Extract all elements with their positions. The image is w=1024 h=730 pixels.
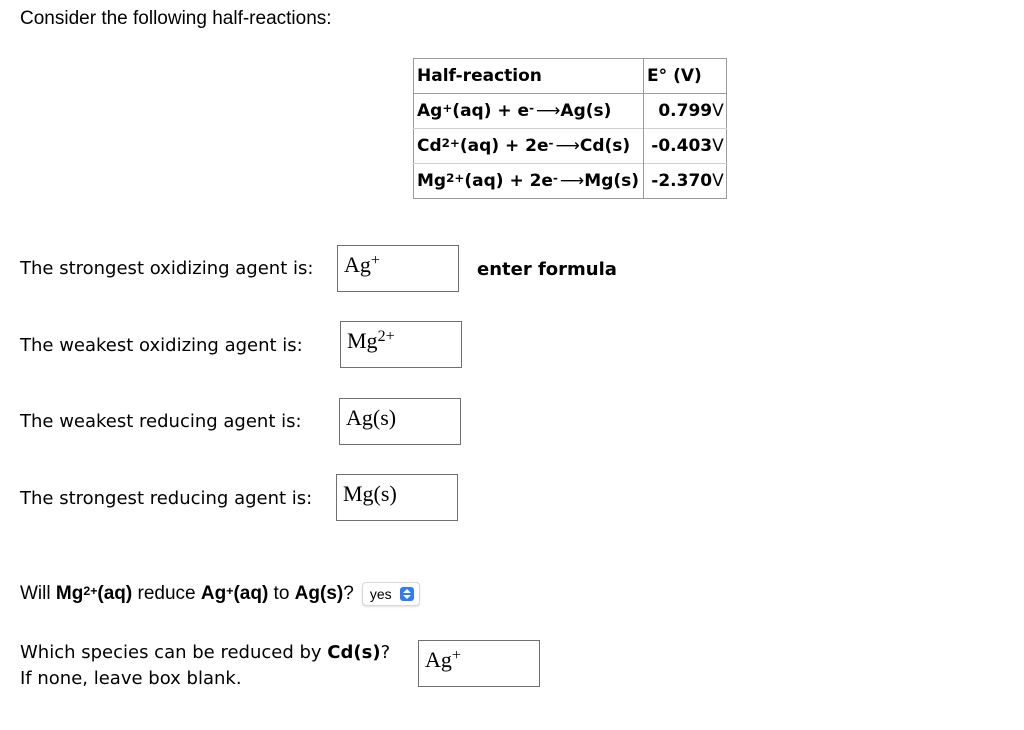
e0-unit: V (712, 136, 724, 156)
strongest-oxidizing-input[interactable] (337, 245, 459, 292)
answer-text: Ag (344, 252, 371, 277)
header-half-reaction: Half-reaction (414, 59, 644, 94)
arrow-icon: ⟶ (559, 171, 583, 191)
half-reaction-table (413, 58, 727, 199)
table-header-row (414, 59, 727, 94)
weakest-reducing-label: The weakest reducing agent is: (20, 411, 302, 432)
lhs-charge: 2+ (441, 135, 460, 150)
answer-text: Ag (425, 647, 452, 672)
species-ag-state: (aq) (233, 583, 269, 604)
electron-charge: - (552, 170, 558, 185)
lhs-rest: (aq) + e (452, 101, 530, 121)
strongest-oxidizing-label: The strongest oxidizing agent is: (20, 258, 314, 279)
reaction-cell (414, 164, 644, 199)
will-middle: reduce (132, 583, 201, 604)
species-ag (201, 583, 268, 605)
species-mg (56, 583, 132, 605)
strongest-reducing-label: The strongest reducing agent is: (20, 488, 313, 509)
lhs-charge: + (442, 100, 453, 115)
e0-value: -0.403 (651, 136, 713, 156)
answer-text: Ag(s) (346, 405, 397, 430)
lhs-species: Ag (417, 101, 443, 121)
lhs-rest: (aq) + 2e (459, 136, 549, 156)
which-prefix: Which species can be reduced by (20, 642, 328, 663)
strongest-reducing-input[interactable] (336, 474, 458, 521)
species-mg-symbol: Mg (55, 583, 84, 604)
reaction-cell (414, 129, 644, 164)
reaction-cell (414, 94, 644, 129)
weakest-oxidizing-input[interactable] (340, 321, 462, 368)
which-species-question (20, 640, 390, 692)
table-row (414, 129, 727, 164)
species-mg-state: (aq) (97, 583, 133, 604)
weakest-reducing-input[interactable] (339, 398, 461, 445)
will-to: to (268, 583, 295, 604)
lhs-species: Cd (417, 136, 442, 156)
answer-text: Mg (347, 328, 378, 353)
weakest-oxidizing-label: The weakest oxidizing agent is: (20, 335, 303, 356)
intro-text: Consider the following half-reactions: (20, 8, 332, 29)
lhs-rest: (aq) + 2e (464, 171, 553, 191)
e0-value: 0.799 (658, 101, 713, 121)
answer-charge: + (370, 251, 380, 269)
rhs-species: Mg(s) (584, 171, 640, 191)
electron-charge: - (548, 135, 554, 150)
e0-cell (644, 129, 727, 164)
which-suffix: ? (380, 642, 391, 663)
product-ag-solid: Ag(s) (294, 583, 344, 604)
answer-charge: + (451, 646, 461, 664)
e0-value: -2.370 (651, 171, 713, 191)
electron-charge: - (529, 100, 535, 115)
select-value: yes (369, 586, 392, 602)
yes-no-select[interactable] (362, 582, 420, 606)
table-row (414, 164, 727, 199)
which-line2: If none, leave box blank. (20, 668, 242, 689)
rhs-species: Cd(s) (579, 136, 631, 156)
question-mark: ? (343, 583, 354, 604)
answer-text: Mg(s) (343, 481, 397, 506)
e0-cell (644, 164, 727, 199)
table-row (414, 94, 727, 129)
header-e0: E° (V) (644, 59, 727, 94)
arrow-icon: ⟶ (555, 136, 578, 156)
e0-unit: V (712, 101, 724, 121)
will-reduce-question (20, 582, 420, 606)
enter-formula-hint: enter formula (477, 259, 617, 280)
lhs-species: Mg (417, 171, 447, 191)
which-line1 (20, 640, 390, 666)
answer-charge: 2+ (377, 327, 395, 345)
species-mg-charge: 2+ (83, 583, 98, 598)
species-ag-charge: + (226, 583, 234, 598)
e0-cell (644, 94, 727, 129)
reduced-by-cd-input[interactable] (418, 640, 540, 687)
will-prefix: Will (20, 583, 56, 604)
which-cd-solid: Cd(s) (327, 642, 381, 663)
arrow-icon: ⟶ (536, 101, 559, 121)
species-ag-symbol: Ag (200, 583, 227, 604)
rhs-species: Ag(s) (560, 101, 612, 121)
e0-unit: V (712, 171, 724, 191)
select-updown-icon (400, 587, 414, 601)
lhs-charge: 2+ (446, 170, 465, 185)
